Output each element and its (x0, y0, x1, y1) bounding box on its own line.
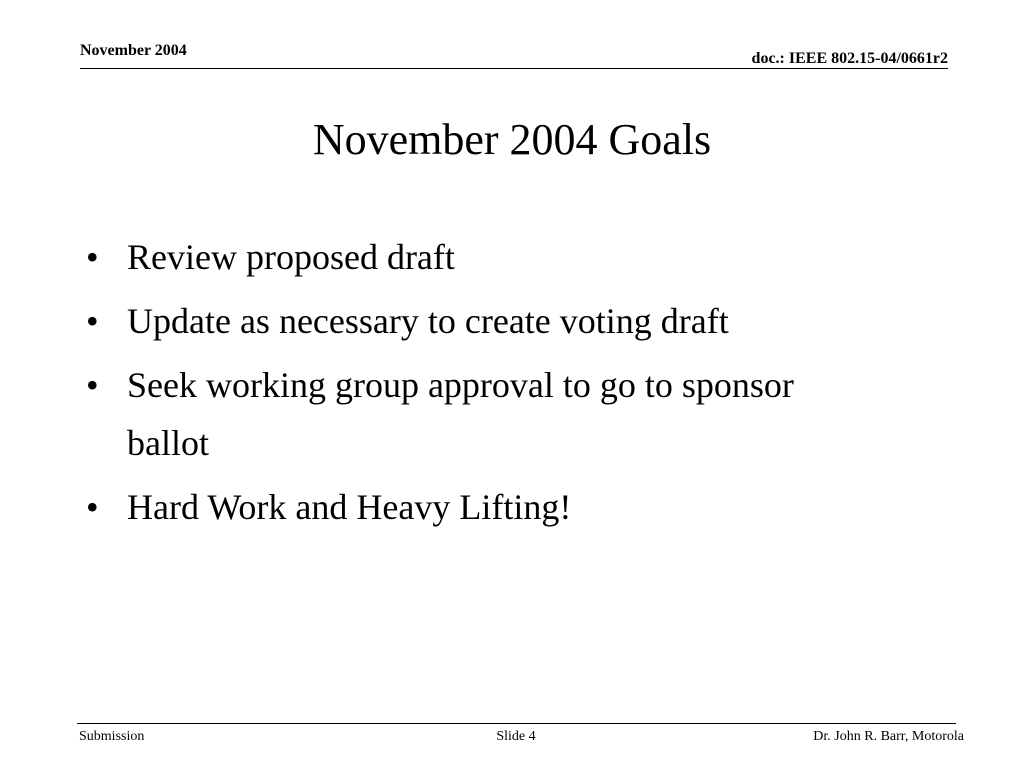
bullet-text: Seek working group approval to go to sponsor ballot (127, 365, 794, 463)
footer-divider (77, 723, 956, 724)
bullet-text: Hard Work and Heavy Lifting! (127, 487, 572, 527)
document-id: doc.: IEEE 802.15-04/0661r2 (751, 50, 948, 67)
bullet-item (82, 356, 942, 472)
bullet-marker: • (86, 301, 99, 341)
footer-submission: Submission (79, 729, 145, 744)
bullet-item (82, 478, 942, 536)
slide-number: Slide 4 (496, 729, 536, 744)
bullet-item (82, 292, 942, 350)
header-divider (80, 68, 948, 69)
bullet-marker: • (86, 365, 99, 405)
header-date: November 2004 (80, 42, 187, 59)
bullet-marker: • (86, 237, 99, 277)
bullet-text: Update as necessary to create voting draft (127, 301, 729, 341)
bullet-marker: • (86, 487, 99, 527)
slide-title: November 2004 Goals (312, 115, 712, 164)
bullet-text: Review proposed draft (127, 237, 455, 277)
bullet-item (82, 228, 942, 286)
footer-author: Dr. John R. Barr, Motorola (813, 729, 964, 744)
bullet-list (82, 228, 942, 542)
